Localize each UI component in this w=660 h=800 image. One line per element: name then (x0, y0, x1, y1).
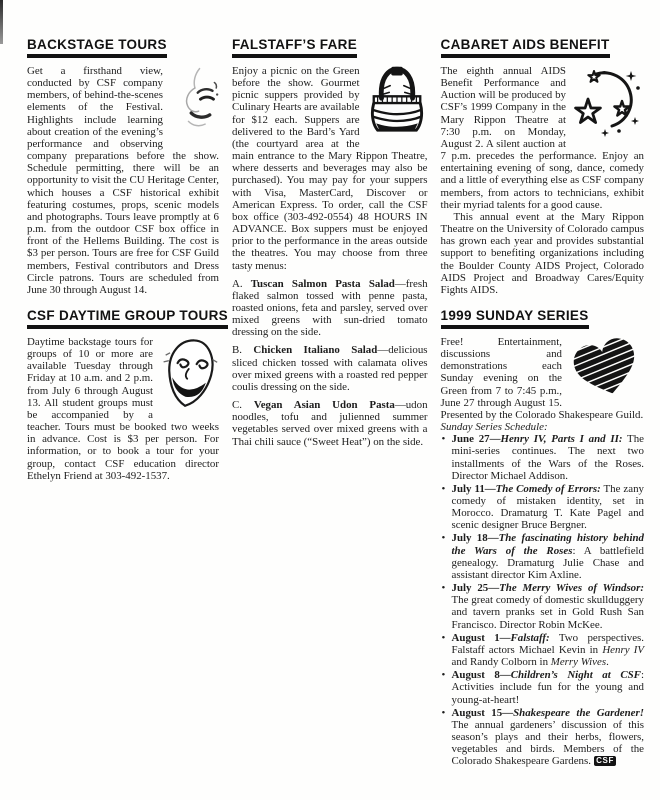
text-segment: The fascinating history behind the Wars of the Roses (451, 532, 644, 557)
text-segment: The zany comedy of mistaken identity, set in Morocco. Dramaturg T. Kate Pagel and scenic designer Bruce Bergner. (451, 482, 644, 532)
text-segment: Daytime backstage tours for groups of 10 or more are available Tuesday through Friday at 10 a.m. and 2 p.m. from July 6 through August 13. All student groups must be accompanied by a teacher. Tours must be booked two weeks in advance. Cost is $3 per person. For information, or to book a tour for your group, contact CSF education director Ethelyn Friend at 303-492-1537. (27, 335, 219, 482)
column-right (441, 37, 644, 779)
text-segment: The Merry Wives of Windsor: (499, 582, 644, 595)
backstage-tours-heading: BACKSTAGE TOURS (27, 37, 167, 58)
text-segment: The mini-series continues. The next two installments of the Wars of the Roses. Director Michael Addison. (451, 433, 644, 482)
scan-edge-artifact (0, 0, 3, 44)
text-segment: —delicious sliced chicken tossed with calamata olives over mixed greens with a roasted red pepper coulis dressing on the side. (232, 344, 428, 393)
text-segment: and Randy Colborn in (451, 656, 551, 669)
falstaffs-fare-intro-paragraph (232, 65, 428, 272)
text-segment: July 11— (451, 482, 496, 495)
text-segment: A. (232, 277, 251, 290)
sunday-series-intro-paragraph (441, 336, 644, 421)
text-segment: C. (232, 399, 254, 412)
schedule-item (441, 532, 644, 581)
section-1999-sunday-series (441, 308, 644, 767)
section-falstaffs-fare (232, 37, 428, 448)
section-cabaret-aids-benefit (441, 37, 644, 296)
falstaffs-fare-menu-b-paragraph (232, 344, 428, 393)
text-segment: Children’s Night at CSF (510, 669, 641, 682)
schedule-item (441, 483, 644, 532)
sunday-series-schedule-label: Sunday Series Schedule: (440, 421, 548, 434)
text-segment: Vegan Asian Udon Pasta (253, 399, 395, 412)
text-segment: : A battlefield genealogy. Dramaturg Julie Chase and assistant director Kim Axline. (451, 544, 645, 581)
schedule-item (441, 582, 644, 631)
moon-and-stars-icon (572, 65, 644, 139)
text-segment: The annual gardeners’ discussion of this season’s plays and their herbs, flowers, vegetables and birds. Members of the Colorado Shakespeare Gardens. (451, 718, 644, 768)
text-segment: Enjoy a picnic on the Green before the show. Gourmet picnic suppers provided by Culinary Hearts are available for $12 each. Suppers are delivered to the Bard’s Yard (the courtyard area at the main entrance to the Mary Rippon Theatre, where desserts and beverages may also be purchased). You may pay for your suppers with Visa, MasterCard, Discover or American Express. To order, call the CSF box office (303-492-0554) 48 HOURS IN ADVANCE. Box suppers must be enjoyed prior to the performance in the areas outside the theatres. You may choose from three tasty menus: (232, 65, 428, 272)
text-segment: Free! Entertainment, discussions and demonstrations each Sunday evening on the Green from 7 to 7:45 p.m., June 27 through August 15. Presented by the Colorado Shakespeare Guild. (440, 335, 644, 421)
cabaret-aids-benefit-heading: CABARET AIDS BENEFIT (441, 37, 610, 58)
text-segment: Two perspectives. Falstaff actors Michael Kevin in (451, 631, 644, 656)
text-segment: August 1— (451, 631, 511, 644)
column-left (27, 37, 228, 779)
text-segment: . (606, 656, 609, 669)
comedy-mask-icon (159, 336, 219, 412)
text-segment: Shakespeare the Gardener! (513, 706, 644, 719)
text-segment: July 18— (451, 532, 499, 545)
text-segment: Henry IV (602, 643, 644, 656)
text-segment: : Activities include fun for the young and young-at-heart! (451, 669, 644, 706)
text-segment: Tuscan Salmon Pasta Salad (250, 277, 395, 290)
text-segment: B. (232, 344, 254, 357)
sunday-series-schedule-list (441, 433, 644, 767)
text-segment: August 8— (451, 669, 511, 682)
backstage-tours-paragraph (27, 65, 219, 296)
text-segment: Chicken Italiano Salad (253, 344, 378, 357)
sunday-series-heading: 1999 SUNDAY SERIES (441, 308, 589, 329)
schedule-item (441, 669, 644, 705)
cabaret-paragraph-2 (441, 211, 644, 296)
text-segment: Merry Wives (550, 656, 607, 669)
text-segment: July 25— (451, 582, 500, 595)
cabaret-paragraph-1 (441, 65, 644, 211)
text-segment: June 27— (451, 433, 501, 446)
section-backstage-tours (27, 37, 219, 296)
schedule-item (441, 433, 644, 482)
column-middle (232, 37, 428, 779)
text-segment: The eighth annual AIDS Benefit Performance and Auction will be produced by CSF’s 1999 Company in the Mary Rippon Theatre at 7:30 p.m. on Monday, August 2. A silent auction at 7 p.m. precedes the performance. Enjoy an entertaining evening of song, dance, comedy and a little of everything else as CSF company members, from actors to technicians, exhibit their myriad talents for a good cause. (440, 65, 644, 211)
text-segment: The great comedy of domestic skullduggery and tavern pranks set in Gold Rush San Francisco. Director Robin McKee. (451, 594, 644, 631)
falstaffs-fare-menu-c-paragraph (232, 399, 428, 448)
section-daytime-group-tours (27, 307, 228, 482)
text-segment: This annual event at the Mary Rippon Theatre on the University of Colorado campus has grown each year and provides substantial support to benefiting organizations including the Boulder County AIDS Project, Colorado AIDS Project and Broadway Cares/Equity Fights AIDS. (440, 210, 644, 296)
text-segment: Get a firsthand view, conducted by CSF company members, of behind-the-scenes elements of the Festival. Highlights include learning about creation of the evening’s performance and observing company preparations before the show. Schedule permitting, there will be an opportunity to visit the CU Heritage Center, which houses a CSF historical exhibit featuring costumes, props, scenic models and photographs. Tours leave promptly at 6 p.m. from the outdoor CSF box office in front of the Hellems Building. The cost is $3 per person. Tours are free for CSF Guild members, Festival contributors and Dress Circle patrons. Tours are scheduled from June 30 through August 14. (27, 65, 219, 296)
schedule-item (441, 632, 644, 668)
picnic-basket-icon (366, 65, 428, 145)
csf-logo-badge: CSF (594, 756, 617, 767)
text-segment: August 15— (451, 706, 514, 719)
schedule-item (441, 707, 644, 768)
text-segment: Henry IV, Parts I and II: (500, 433, 623, 446)
scribbled-heart-icon (568, 336, 644, 398)
falstaffs-fare-menu-a-paragraph (232, 278, 428, 339)
text-segment: Falstaff: (510, 631, 550, 644)
text-segment: —fresh flaked salmon tossed with penne pasta, roasted onions, feta and parsley, served over mixed greens with sun-dried tomato dressing on the side. (232, 277, 428, 339)
face-profile-sketch-icon (169, 65, 219, 137)
text-segment: —udon noodles, tofu and julienned summer vegetables served over mixed greens with a Thai chili sauce (“Sweet Heat”) on the side. (232, 399, 428, 448)
falstaffs-fare-heading: FALSTAFF’S FARE (232, 37, 357, 58)
daytime-group-tours-heading: CSF DAYTIME GROUP TOURS (27, 308, 228, 329)
text-segment: The Comedy of Errors: (495, 482, 601, 495)
daytime-group-tours-paragraph (27, 336, 219, 482)
